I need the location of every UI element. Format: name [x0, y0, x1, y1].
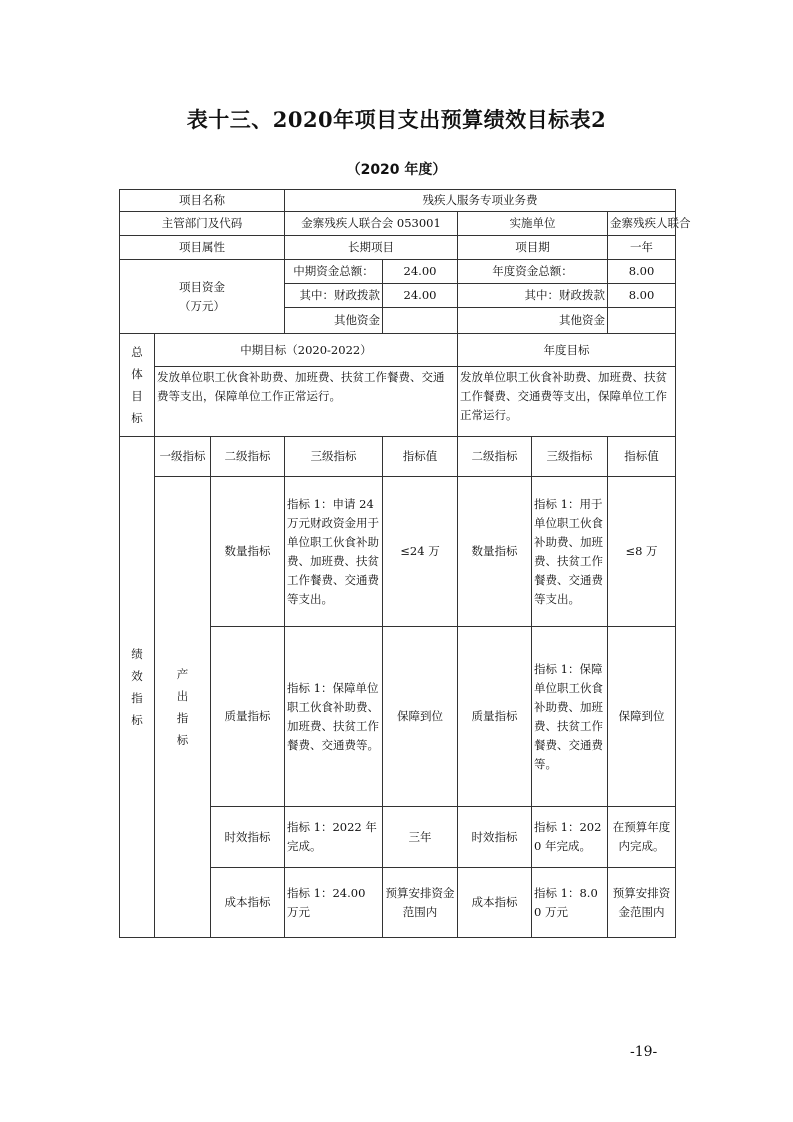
mid-other-value — [383, 308, 458, 334]
level2-mid: 质量指标 — [211, 627, 285, 807]
table-row — [120, 190, 676, 212]
period-value: 一年 — [608, 236, 676, 260]
value-mid: 三年 — [383, 807, 458, 868]
value-year: 在预算年度内完成。 — [608, 807, 676, 868]
vert-char: 标 — [131, 713, 143, 727]
level3-mid: 指标 1：24.00 万元 — [285, 868, 383, 938]
value-mid: ≤24 万 — [383, 477, 458, 627]
vert-char: 标 — [176, 733, 189, 747]
level3-mid: 指标 1：2022 年完成。 — [285, 807, 383, 868]
value-mid: 保障到位 — [383, 627, 458, 807]
performance-indicators-section-label — [120, 437, 155, 938]
level2-mid: 时效指标 — [211, 807, 285, 868]
level3-year: 指标 1：保障单位职工伙食补助费、加班费、扶贫工作餐费、交通费等。 — [532, 627, 608, 807]
vert-char: 效 — [131, 669, 143, 683]
level2-year: 质量指标 — [458, 627, 532, 807]
mid-goal-text: 发放单位职工伙食补助费、加班费、扶贫工作餐费、交通费等支出，保障单位工作正常运行。 — [155, 367, 458, 437]
vert-char: 体 — [131, 367, 143, 381]
impl-unit-label: 实施单位 — [458, 212, 608, 236]
performance-table — [119, 189, 691, 938]
level3-year: 指标 1：8.00 万元 — [532, 868, 608, 938]
impl-unit-value: 金寨残疾人联合 — [608, 212, 676, 236]
level3-mid: 指标 1：申请 24 万元财政资金用于单位职工伙食补助费、加班费、扶贫工作餐费、交通费等支出。 — [285, 477, 383, 627]
header-level2-mid: 二级指标 — [211, 437, 285, 477]
vert-char: 出 — [176, 689, 189, 703]
year-goal-text: 发放单位职工伙食补助费、加班费、扶贫工作餐费、交通费等支出，保障单位工作正常运行。 — [458, 367, 676, 437]
vert-char: 总 — [131, 345, 143, 359]
mid-total-value: 24.00 — [383, 260, 458, 284]
fund-label — [120, 260, 285, 334]
period-label: 项目期 — [458, 236, 608, 260]
table-row — [120, 212, 676, 236]
level3-year: 指标 1：用于单位职工伙食补助费、加班费、扶贫工作餐费、交通费等支出。 — [532, 477, 608, 627]
value-year: 保障到位 — [608, 627, 676, 807]
level3-mid: 指标 1：保障单位职工伙食补助费、加班费、扶贫工作餐费、交通费等。 — [285, 627, 383, 807]
table-row — [120, 437, 676, 477]
output-indicator-label — [155, 477, 211, 938]
attr-value: 长期项目 — [285, 236, 458, 260]
dept-value: 金寨残疾人联合会 053001 — [285, 212, 458, 236]
level2-year: 数量指标 — [458, 477, 532, 627]
table-row — [120, 367, 676, 437]
vert-char: 产 — [176, 667, 189, 681]
overall-goal-section-label — [120, 334, 155, 437]
year-fiscal-value: 8.00 — [608, 284, 676, 308]
value-mid: 预算安排资金范围内 — [383, 868, 458, 938]
year-fiscal-label: 其中：财政拨款 — [458, 284, 608, 308]
mid-total-label: 中期资金总额： — [285, 260, 383, 284]
table-row — [120, 334, 676, 367]
attr-label: 项目属性 — [120, 236, 285, 260]
page-subtitle: （2020 年度） — [346, 162, 447, 178]
year-other-value — [608, 308, 676, 334]
value-year: 预算安排资金范围内 — [608, 868, 676, 938]
fund-label-line2: （万元） — [179, 298, 225, 313]
page-number: -19- — [630, 1044, 658, 1060]
project-name-label: 项目名称 — [120, 190, 285, 212]
vert-char: 绩 — [131, 647, 143, 661]
year-total-label: 年度资金总额： — [458, 260, 608, 284]
header-level3-mid: 三级指标 — [285, 437, 383, 477]
vert-char: 标 — [131, 411, 143, 425]
level2-mid: 成本指标 — [211, 868, 285, 938]
level2-year: 时效指标 — [458, 807, 532, 868]
vert-char: 指 — [176, 711, 189, 725]
mid-goal-header: 中期目标（2020-2022） — [155, 334, 458, 367]
header-level1: 一级指标 — [155, 437, 211, 477]
page-title: 表十三、2020年项目支出预算绩效目标表2 — [186, 107, 607, 132]
fund-label-line1: 项目资金 — [179, 279, 225, 294]
year-total-value: 8.00 — [608, 260, 676, 284]
table-row — [120, 477, 676, 627]
header-value-year: 指标值 — [608, 437, 676, 477]
table-row — [120, 236, 676, 260]
value-year: ≤8 万 — [608, 477, 676, 627]
mid-fiscal-label: 其中：财政拨款 — [285, 284, 383, 308]
mid-fiscal-value: 24.00 — [383, 284, 458, 308]
header-level2-year: 二级指标 — [458, 437, 532, 477]
mid-other-label: 其他资金 — [285, 308, 383, 334]
year-other-label: 其他资金 — [458, 308, 608, 334]
header-value-mid: 指标值 — [383, 437, 458, 477]
dept-label: 主管部门及代码 — [120, 212, 285, 236]
header-level3-year: 三级指标 — [532, 437, 608, 477]
level2-mid: 数量指标 — [211, 477, 285, 627]
vert-char: 目 — [131, 389, 143, 403]
year-goal-header: 年度目标 — [458, 334, 676, 367]
level2-year: 成本指标 — [458, 868, 532, 938]
vert-char: 指 — [131, 691, 143, 705]
level3-year: 指标 1：2020 年完成。 — [532, 807, 608, 868]
project-name-value: 残疾人服务专项业务费 — [285, 190, 676, 212]
table-row — [120, 260, 676, 284]
